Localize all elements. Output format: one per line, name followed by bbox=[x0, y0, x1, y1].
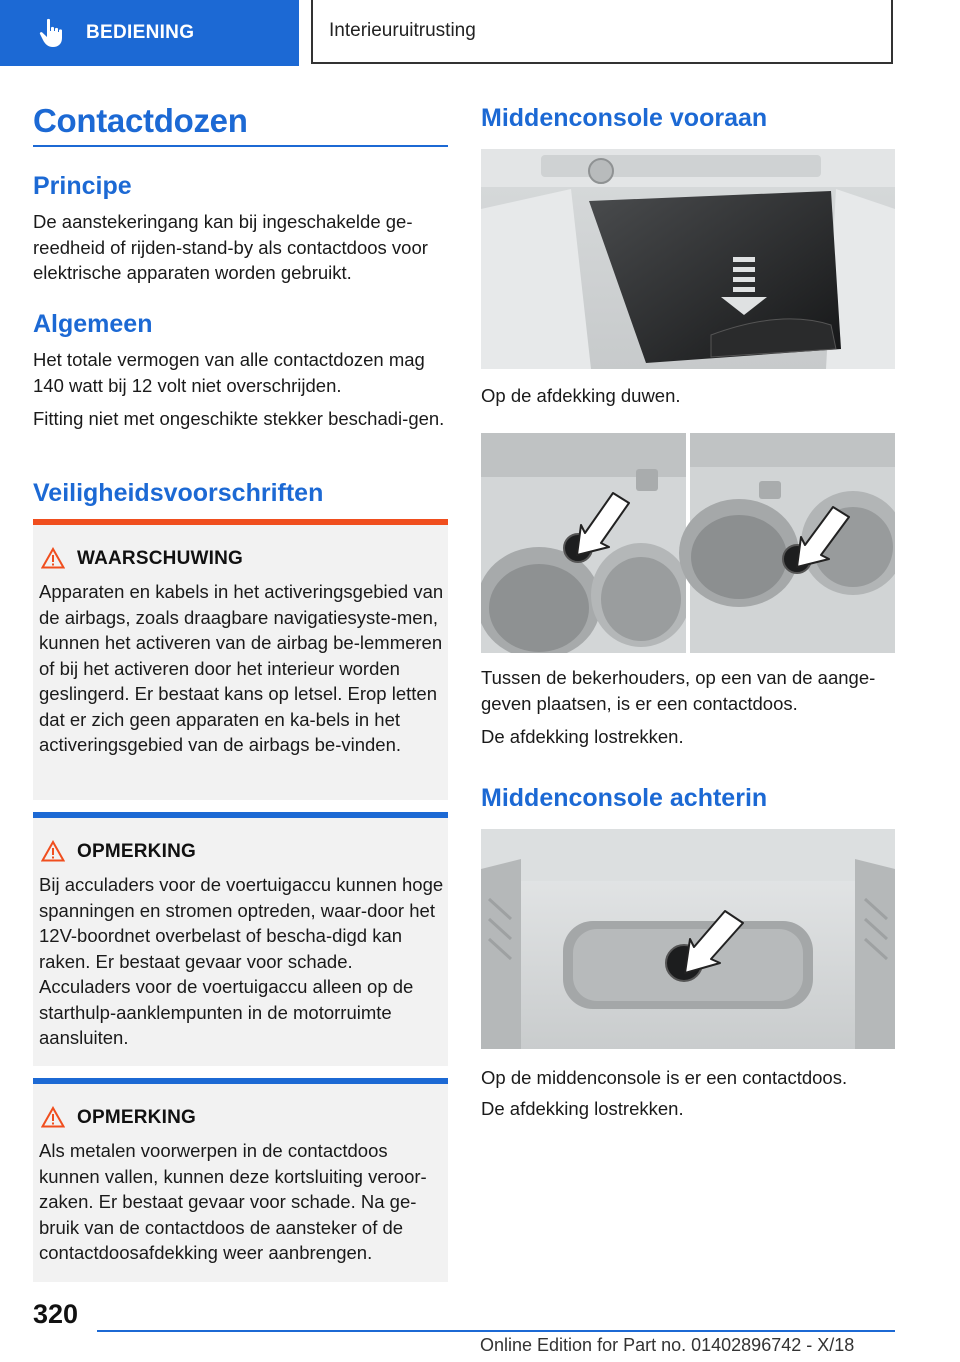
front-console-caption: Op de afdekking duwen. bbox=[481, 385, 681, 406]
rear-console-image bbox=[481, 829, 895, 1049]
principle-text: De aanstekeringang kan bij ingeschakelde ge-reedheid of rijden-stand-by als contactdoos voor elektrische apparaten worden gebruikt. bbox=[33, 211, 428, 283]
note-label-1: OPMERKING bbox=[77, 841, 196, 862]
note-bar-2 bbox=[33, 1078, 448, 1084]
rear-console-caption-1: Op de middenconsole is er een contactdoos. bbox=[481, 1067, 848, 1088]
principle-heading: Principe bbox=[33, 172, 132, 200]
general-heading: Algemeen bbox=[33, 310, 153, 338]
note-bar-1 bbox=[33, 812, 448, 818]
warning-box bbox=[33, 519, 448, 800]
warning-text: Apparaten en kabels in het activeringsgebied van de airbags, zoals draagbare navigatiesyste-men, kunnen het activeren van de airbag be-lemmeren of bij het activeren door het interieur worden geslingerd. Er bestaat kans op letsel. Erop letten dat er zich geen apparaten en ka-bels in het activeringsgebied van de airbags be-vinden. bbox=[39, 581, 444, 755]
chapter-label: Interieuruitrusting bbox=[329, 20, 476, 41]
section-tab[interactable] bbox=[0, 0, 299, 66]
section-label: BEDIENING bbox=[86, 22, 195, 43]
cupholder-caption-2: De afdekking lostrekken. bbox=[481, 726, 684, 747]
title-divider bbox=[33, 145, 448, 147]
hand-pointer-icon bbox=[38, 18, 66, 48]
warning-triangle-icon bbox=[41, 547, 65, 569]
note-text-2: Als metalen voorwerpen in de contactdoos kunnen vallen, kunnen deze kortsluiting veroor-zaken. Er bestaat gevaar voor schade. Na ge-bruik van de contactdoos de aansteker of de contactdoosafdekking weer aanbrengen. bbox=[39, 1140, 427, 1263]
rear-console-caption-2: De afdekking lostrekken. bbox=[481, 1098, 684, 1119]
footer-divider bbox=[97, 1330, 895, 1332]
footer-edition: Online Edition for Part no. 01402896742 - X/18 bbox=[480, 1335, 855, 1355]
cupholder-caption-1: Tussen de bekerhouders, op een van de aange-geven plaatsen, is er een contactdoos. bbox=[481, 667, 876, 714]
page-title: Contactdozen bbox=[33, 102, 248, 139]
note-box-2 bbox=[33, 1078, 448, 1282]
note-triangle-icon bbox=[41, 840, 65, 862]
note-box-1 bbox=[33, 812, 448, 1066]
chapter-box bbox=[311, 0, 893, 64]
note-text-1: Bij acculaders voor de voertuigaccu kunnen hoge spanningen en stromen optreden, waar-door het 12V-boordnet overbelast of bescha-digd kan raken. Er bestaat gevaar voor schade. Acculaders voor de voertuigaccu alleen op de starthulp-aanklempunten in de motorruimte aansluiten. bbox=[39, 874, 444, 1048]
cupholder-image bbox=[481, 433, 895, 653]
front-console-heading: Middenconsole vooraan bbox=[481, 104, 768, 132]
warning-bar bbox=[33, 519, 448, 525]
general-text-1: Het totale vermogen van alle contactdozen mag 140 watt bij 12 volt niet overschrijden. bbox=[33, 349, 425, 396]
safety-heading: Veiligheidsvoorschriften bbox=[33, 479, 324, 507]
note-triangle-icon bbox=[41, 1106, 65, 1128]
page-number: 320 bbox=[33, 1299, 79, 1329]
front-console-image bbox=[481, 149, 895, 369]
rear-console-heading: Middenconsole achterin bbox=[481, 784, 768, 812]
general-text-2: Fitting niet met ongeschikte stekker beschadi-gen. bbox=[33, 408, 445, 429]
note-label-2: OPMERKING bbox=[77, 1107, 196, 1128]
warning-label: WAARSCHUWING bbox=[77, 548, 243, 569]
